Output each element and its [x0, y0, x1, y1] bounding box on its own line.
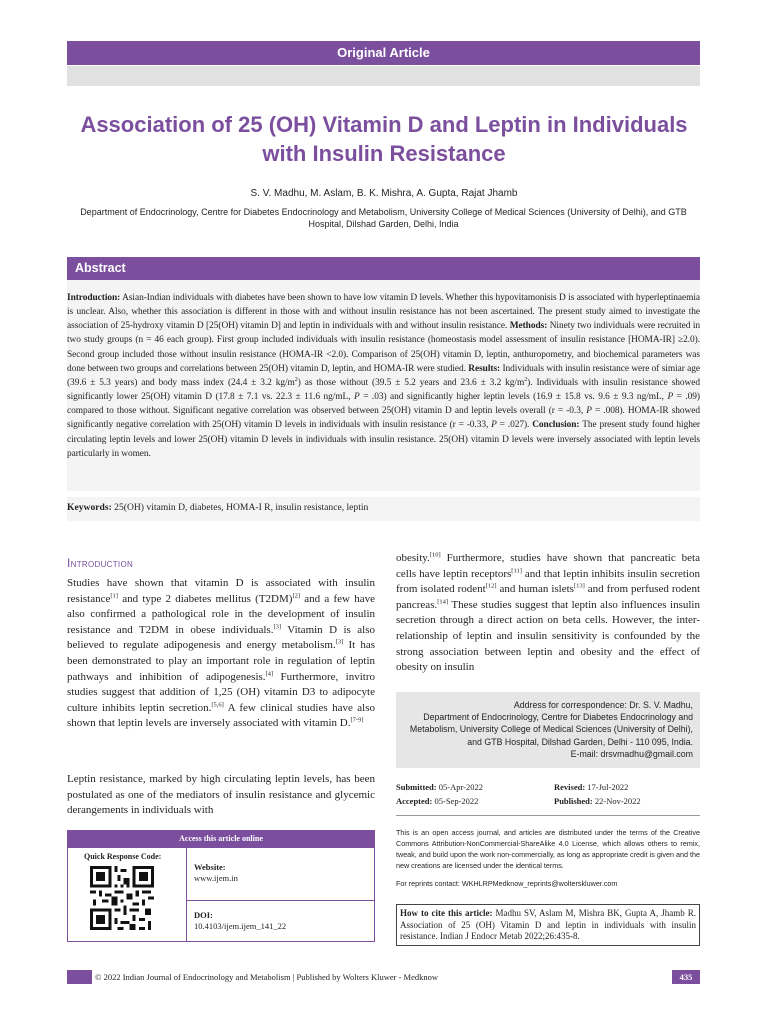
footer-copyright: © 2022 Indian Journal of Endocrinology and Metabolism | Published by Wolters Kluwer - Medknow — [95, 972, 439, 982]
dates-divider — [396, 815, 700, 816]
correspondence-line: Department of Endocrinology, Centre for Diabetes Endocrinology and — [423, 712, 693, 723]
abstract-body — [67, 291, 700, 461]
access-box-divider — [186, 848, 187, 942]
citation-ref[interactable]: [3] — [273, 623, 282, 631]
body-text: and a few have also confirmed a pathological role in the development of insulin resistance and T2DM in obese individuals. — [67, 592, 375, 636]
citation-ref[interactable]: [1] — [110, 591, 118, 599]
body-text: and that leptin inhibits insulin secretion from isolated rodent — [396, 567, 700, 596]
abstract-heading — [67, 257, 700, 280]
keywords-line — [67, 502, 700, 513]
correspondence-line: Address for correspondence: Dr. S. V. Madhu, — [513, 700, 693, 710]
website-label: Website: — [194, 862, 226, 872]
citation-ref[interactable]: [12] — [485, 582, 497, 590]
author-list: S. V. Madhu, M. Aslam, B. K. Mishra, A. Gupta, Rajat Jhamb — [250, 188, 518, 199]
superscript: 2 — [524, 376, 528, 383]
correspondence-line: and GTB Hospital, Dilshad Garden, Delhi - 110 095, India. — [467, 736, 693, 747]
correspondence-email[interactable]: E-mail: drsvmadhu@gmail.com — [570, 748, 693, 759]
doi-link[interactable]: 10.4103/ijem.ijem_141_22 — [194, 921, 287, 931]
citation-text — [400, 908, 696, 943]
qr-code-label: Quick Response Code: — [84, 852, 162, 861]
published-date — [554, 796, 641, 806]
accepted-value: 05-Sep-2022 — [432, 796, 479, 806]
abstract-results-text: ) as those without (39.5 ± 5.2 years and 23.6 ± 3.2 kg/m — [297, 377, 525, 388]
citation-ref[interactable]: [5,6] — [211, 701, 224, 709]
article-type-label: Original Article — [337, 45, 430, 60]
citation-ref[interactable]: [7-9] — [350, 716, 364, 724]
p-value-symbol: P — [667, 392, 674, 403]
license-notice: This is an open access journal, and articles are distributed under the terms of the Creative Commons Attribution-NonCommercial-ShareAlike 4.0 License, which allows others to remix, tweak, and build upon the work non-commercially, as long as appropriate credit is given and the new creations are licensed under the identical terms. — [396, 828, 700, 870]
body-text: These studies suggest that leptin also influences insulin secretion through a direct action on beta cells. However, the inter-relationship of leptin and insulin sensitivity is confounded by the strong association between leptin and obesity and the effect of obesity on insulin — [396, 598, 700, 674]
citation-ref[interactable]: [4] — [265, 669, 274, 677]
citation-ref[interactable]: [14] — [437, 598, 449, 606]
submitted-label: Submitted: — [396, 782, 437, 792]
citation-ref[interactable]: [10] — [429, 551, 441, 559]
abstract-methods-text: Ninety two individuals were recruited in two study groups (n = 46 each group). First group included individuals with insulin resistance (homeostasis model assessment of insulin resistance [HOMA-IR] ≥2.0). Second group included those without insulin resistance (HOMA-IR <2.0). Comparison of 25(OH) vitamin D, leptin, anthuropometry, and biochemical parameters was done between two groups and correlations between 25(OH) vitamin D, leptin, and HOMA-IR were studied. — [67, 321, 700, 374]
body-text: Vitamin D is also believed to regulate adipogenesis and energy metabolism. — [67, 623, 376, 652]
correspondence-address — [396, 699, 693, 760]
keywords-text: 25(OH) vitamin D, diabetes, HOMA-I R, insulin resistance, leptin — [111, 502, 369, 513]
abstract-conclusion-text: The present study found higher circulating leptin levels and lower 25(OH) vitamin D levels in individuals with insulin resistance. 25(OH) vitamin D levels were inversely associated with leptin levels particularly in women. — [67, 420, 700, 459]
abstract-conclusion-label: Conclusion: — [532, 420, 580, 431]
submitted-value: 05-Apr-2022 — [436, 782, 483, 792]
introduction-paragraph-3 — [396, 551, 700, 676]
accepted-date — [396, 796, 478, 806]
affiliation: Department of Endocrinology, Centre for Diabetes Endocrinology and Metabolism, University College of Medical Sciences (University of Delhi), and GTB Hospital, Dilshad Garden, Delhi, India — [80, 207, 687, 229]
revised-value: 17-Jul-2022 — [585, 782, 629, 792]
abstract-results-text: Individuals with insulin resistance were of simiar age (39.6 ± 5.3 years) and body mass index (24.4 ± 3.2 kg/m — [67, 363, 700, 388]
body-text: and human islets — [496, 583, 574, 596]
published-value: 22-Nov-2022 — [592, 796, 641, 806]
body-text: Furthermore, invitro studies suggest that addition of 1,25 (OH) vitamin D3 to adipocyte culture inhibits leptin secretion. — [67, 670, 375, 714]
introduction-paragraph-1 — [67, 576, 375, 732]
body-text: and from perfused rodent pancreas. — [396, 583, 700, 611]
body-text: and type 2 diabetes mellitus (T2DM) — [117, 592, 293, 605]
p-value-symbol: P — [586, 406, 592, 417]
abstract-results-text: = .09) compared to those without. Significant negative correlation was observed between 25(OH) vitamin D and leptin levels overall (r = -0.3, — [67, 392, 700, 417]
reprints-contact[interactable]: For reprints contact: WKHLRPMedknow_reprints@wolterskluwer.com — [396, 879, 618, 888]
citation-body: Madhu SV, Aslam M, Mishra BK, Gupta A, Jhamb R. Association of 25 (OH) Vitamin D and leptin in individuals with insulin resistance. Indian J Endocr Metab 2022;26:435-8. — [400, 908, 697, 941]
article-type-banner — [67, 41, 700, 65]
abstract-methods-label: Methods: — [509, 321, 548, 332]
citation-ref[interactable]: [11] — [511, 566, 522, 574]
superscript: 2 — [294, 376, 298, 383]
doi-label: DOI: — [194, 910, 213, 920]
p-value-symbol: P — [354, 392, 360, 403]
citation-label: How to cite this article: — [400, 908, 493, 918]
abstract-intro-label: Introduction: — [67, 293, 121, 303]
revised-date — [554, 782, 628, 792]
access-article-heading: Access this article online — [67, 830, 375, 848]
abstract-results-text: = .008). HOMA-IR showed significantly negative correlation with 25(OH) vitamin D levels in individuals with insulin resistance (r = -0.33, — [67, 406, 700, 431]
introduction-paragraph-2: Leptin resistance, marked by high circulating leptin levels, has been postulated as one of the mediators of insulin resistance and glycemic derangements in individuals with — [67, 773, 375, 817]
citation-ref[interactable]: [13] — [573, 582, 585, 590]
access-box-row-divider — [186, 900, 375, 901]
abstract-results-label: Results: — [468, 363, 501, 374]
accepted-label: Accepted: — [396, 796, 433, 806]
abstract-results-text: ). Individuals with insulin resistance showed significantly lower 25(OH) vitamin D (17.8 ± 7.1 vs. 22.3 ± 11.6 ng/mL, — [67, 377, 700, 403]
abstract-intro-text: Asian-Indian individuals with diabetes have been shown to have low vitamin D levels. Whether this hypovitamonisis D is associated with hyperleptinaemia is unclear. Also, whether this association is different in those with and without insulin resistance has not been ascertained. The present study aimed to investigate the association of 25-hydroxy vitamin D [25(OH) vitamin D] and leptin in individuals with and without insulin resistance. — [67, 293, 700, 332]
citation-ref[interactable]: [2] — [292, 591, 301, 599]
body-text: It has been demonstrated to play an important role in regulation of leptin pathways and inhibition of adipogenesis. — [67, 639, 375, 683]
introduction-heading: Introduction — [67, 556, 134, 570]
qr-code[interactable] — [90, 866, 154, 930]
abstract-heading-label: Abstract — [75, 261, 126, 275]
citation-ref[interactable]: [3] — [335, 638, 344, 646]
body-text: obesity. — [396, 552, 430, 564]
body-text: Studies have shown that vitamin D is associated with insulin resistance — [67, 577, 375, 605]
abstract-results-text: = .03) and significantly higher leptin levels (16.9 ± 15.8 vs. 9.6 ± 9.3 ng/mL, — [359, 392, 668, 403]
keywords-label: Keywords: — [67, 502, 112, 513]
published-label: Published: — [554, 796, 593, 806]
abstract-results-text: = .027). — [496, 420, 533, 431]
website-link[interactable]: www.ijem.in — [194, 873, 238, 883]
submitted-date — [396, 782, 483, 792]
body-text: A few clinical studies have also shown that leptin levels are inversely associated with vitamin D. — [67, 701, 375, 730]
correspondence-line: Metabolism, University College of Medical Sciences (University of Delhi), — [409, 724, 693, 735]
article-title: Association of 25 (OH) Vitamin D and Leptin in Individuals with Insulin Resistance — [80, 112, 688, 166]
revised-label: Revised: — [554, 782, 586, 792]
body-text: Furthermore, studies have shown that pancreatic beta cells have leptin receptors — [396, 552, 700, 580]
p-value-symbol: P — [491, 420, 497, 431]
page-number: 435 — [679, 972, 693, 982]
header-grey-band — [67, 66, 700, 86]
